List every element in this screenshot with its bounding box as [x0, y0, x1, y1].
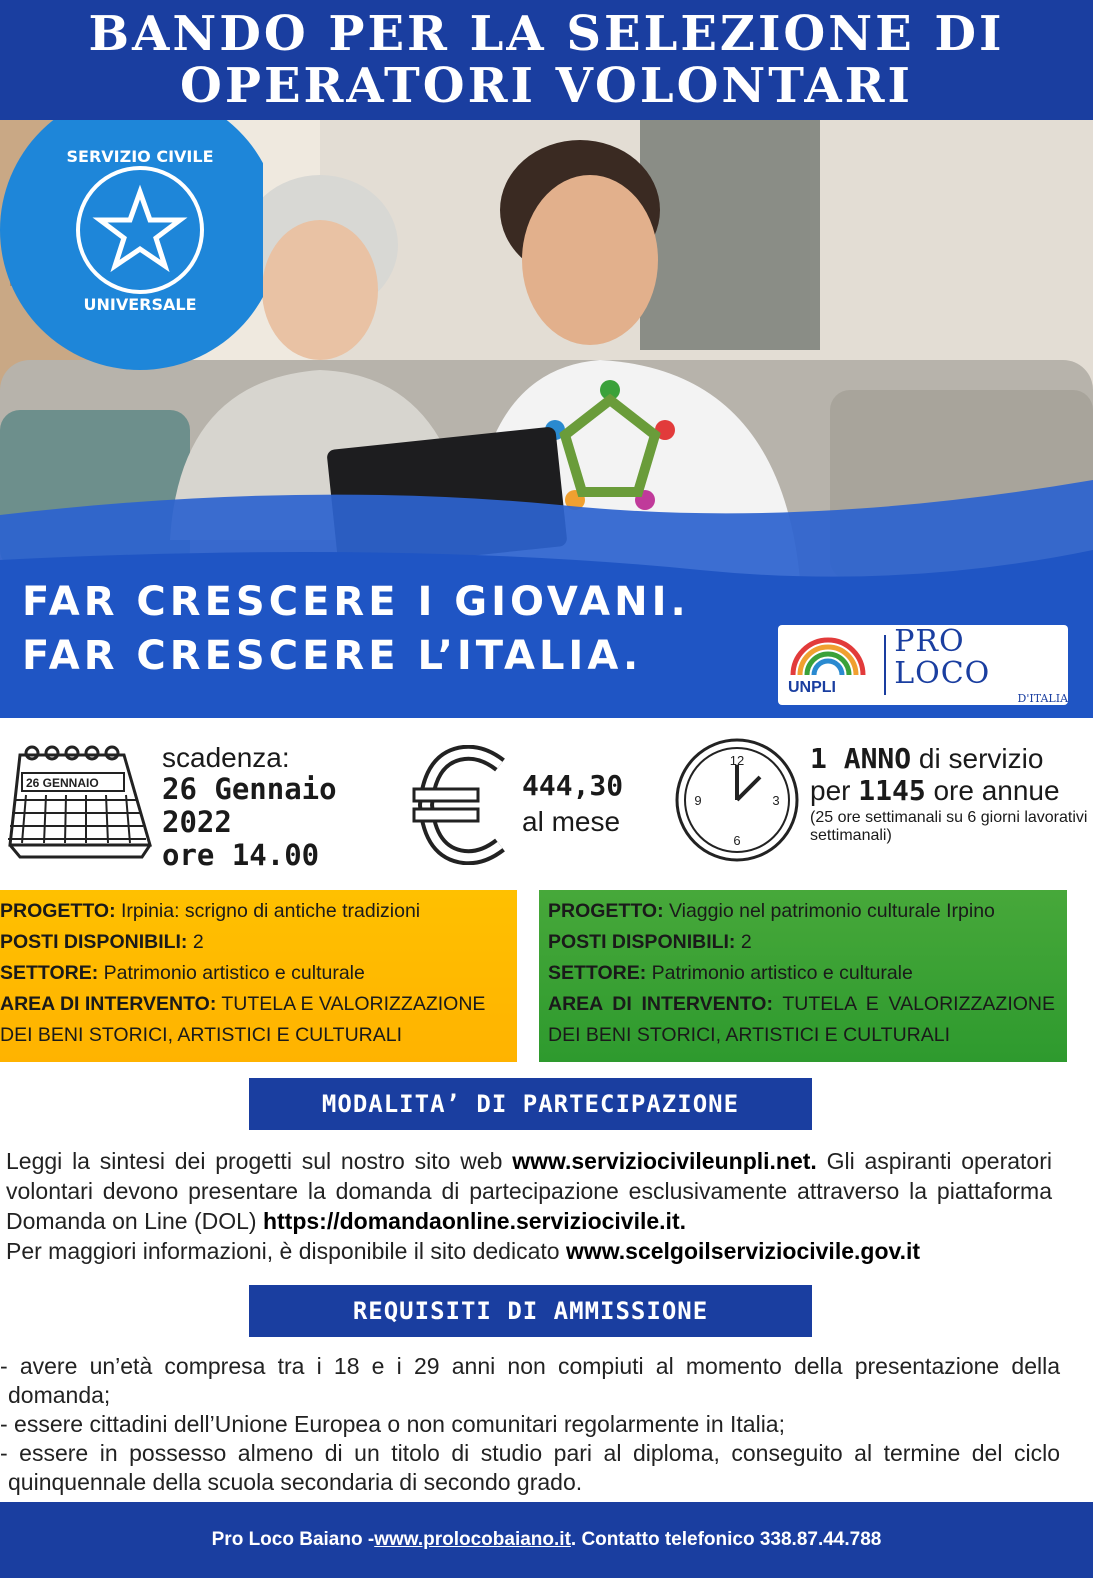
- participation-text-3: Per maggiori informazioni, è disponibile il sito dedicato: [6, 1238, 566, 1264]
- slogan: [22, 575, 690, 683]
- unpli-rainbow-icon: [778, 625, 878, 685]
- sector-value: Patrimonio artistico e culturale: [98, 962, 365, 984]
- scelgo-site-link[interactable]: www.scelgoilserviziocivile.gov.it: [565, 1238, 921, 1264]
- title-line-2: OPERATORI VOLONTARI: [180, 58, 913, 114]
- deadline-time: ore 14.00: [162, 838, 320, 872]
- calendar-icon: [2, 745, 152, 860]
- clock-icon: [672, 735, 802, 865]
- partner-logos: [778, 625, 1068, 705]
- service-hours-prefix: per: [810, 775, 859, 806]
- requirements-heading: REQUISITI DI AMMISSIONE: [249, 1285, 812, 1337]
- monthly-allowance: [522, 769, 623, 838]
- svg-text:9: 9: [694, 793, 702, 808]
- svg-text:3: 3: [772, 793, 780, 808]
- key-info-row: [0, 735, 1093, 875]
- svg-text:12: 12: [729, 753, 745, 768]
- participation-text-2: Gli aspiranti operatori volontari devono presentare la domanda di partecipazione esclusivamente attraverso la piattaforma Domanda on Line (DOL): [6, 1148, 1052, 1234]
- project-card-1: [0, 890, 517, 1062]
- project-label: PROGETTO:: [548, 900, 664, 922]
- title-line-1: BANDO PER LA SELEZIONE DI: [88, 6, 1005, 62]
- dol-platform-link[interactable]: https://domandaonline.serviziocivile.it.: [262, 1208, 686, 1234]
- hero-photo: [0, 120, 1093, 718]
- proloco-logo: [894, 623, 1069, 705]
- deadline-year: 2022: [162, 805, 232, 839]
- deadline: [162, 743, 337, 872]
- calendar-date-label: 26 GENNAIO: [26, 776, 99, 790]
- posts-label: POSTI DISPONIBILI:: [0, 931, 188, 953]
- svg-text:6: 6: [733, 833, 741, 848]
- service-hours: 1145: [858, 774, 926, 807]
- area-value-2: DEI BENI STORICI, ARTISTICI E CULTURALI: [548, 1024, 950, 1046]
- posts-label: POSTI DISPONIBILI:: [548, 931, 736, 953]
- area-value: TUTELA E VALORIZZAZIONE: [216, 993, 486, 1015]
- unpli-label: UNPLI: [788, 679, 836, 696]
- area-value: TUTELA E VALORIZZAZIONE: [772, 993, 1056, 1015]
- sector-value: Patrimonio artistico e culturale: [646, 962, 913, 984]
- allowance-amount: 444,30: [522, 769, 624, 802]
- servizio-civile-badge-icon: [0, 120, 263, 380]
- deadline-label: scadenza:: [162, 742, 290, 773]
- posts-value: 2: [735, 931, 752, 953]
- sector-label: SETTORE:: [548, 962, 647, 984]
- project-name: Viaggio nel patrimonio culturale Irpino: [663, 900, 995, 922]
- prolocobaiano-link[interactable]: www.prolocobaiano.it: [374, 1529, 571, 1550]
- footer: [0, 1502, 1093, 1578]
- requirement-item: - essere in possesso almeno di un titolo di studio pari al diploma, conseguito al termine del ciclo quinquennale della scuola secondaria di secondo grado.: [0, 1440, 1060, 1495]
- posts-value: 2: [187, 931, 204, 953]
- participation-text-1: Leggi la sintesi dei progetti sul nostro sito web: [6, 1148, 513, 1174]
- unpli-logo: [778, 625, 876, 705]
- deadline-date: 26 Gennaio: [162, 772, 337, 806]
- svg-text:UNIVERSALE: UNIVERSALE: [83, 295, 197, 314]
- area-label: AREA DI INTERVENTO:: [0, 993, 217, 1015]
- project-label: PROGETTO:: [0, 900, 116, 922]
- proloco-sublabel: D'ITALIA: [1017, 691, 1069, 705]
- requirement-item: - essere cittadini dell’Unione Europea o non comunitari regolarmente in Italia;: [0, 1411, 785, 1437]
- service-note: (25 ore settimanali su 6 giorni lavorativi settimanali): [810, 809, 1088, 844]
- footer-prefix: Pro Loco Baiano -: [211, 1529, 375, 1550]
- proloco-label: PRO LOCO: [894, 623, 991, 691]
- unpli-site-link[interactable]: www.serviziocivileunpli.net.: [512, 1148, 817, 1174]
- allowance-period: al mese: [522, 806, 621, 837]
- svg-text:SERVIZIO CIVILE: SERVIZIO CIVILE: [66, 147, 214, 166]
- service-years: 1 ANNO: [810, 742, 912, 775]
- service-duration: [810, 743, 1090, 845]
- service-years-suffix: di servizio: [911, 743, 1044, 774]
- partner-divider: [884, 635, 886, 695]
- slogan-line-1: FAR CRESCERE I GIOVANI.: [22, 579, 690, 625]
- title-banner: [0, 0, 1093, 120]
- sector-label: SETTORE:: [0, 962, 99, 984]
- project-card-2: [539, 890, 1067, 1062]
- service-hours-suffix: ore annue: [925, 775, 1060, 806]
- requirements-list: [0, 1352, 1060, 1497]
- area-label: AREA DI INTERVENTO:: [548, 993, 773, 1015]
- euro-icon: [412, 745, 512, 865]
- requirement-item: - avere un’età compresa tra i 18 e i 29 anni non compiuti al momento della presentazione della domanda;: [0, 1353, 1060, 1408]
- footer-contact: . Contatto telefonico 338.87.44.788: [570, 1529, 882, 1550]
- slogan-line-2: FAR CRESCERE L’ITALIA.: [22, 633, 643, 679]
- area-value-2: DEI BENI STORICI, ARTISTICI E CULTURALI: [0, 1024, 402, 1046]
- project-name: Irpinia: scrigno di antiche tradizioni: [115, 900, 421, 922]
- participation-text: [6, 1146, 1052, 1266]
- participation-heading: MODALITA’ DI PARTECIPAZIONE: [249, 1078, 812, 1130]
